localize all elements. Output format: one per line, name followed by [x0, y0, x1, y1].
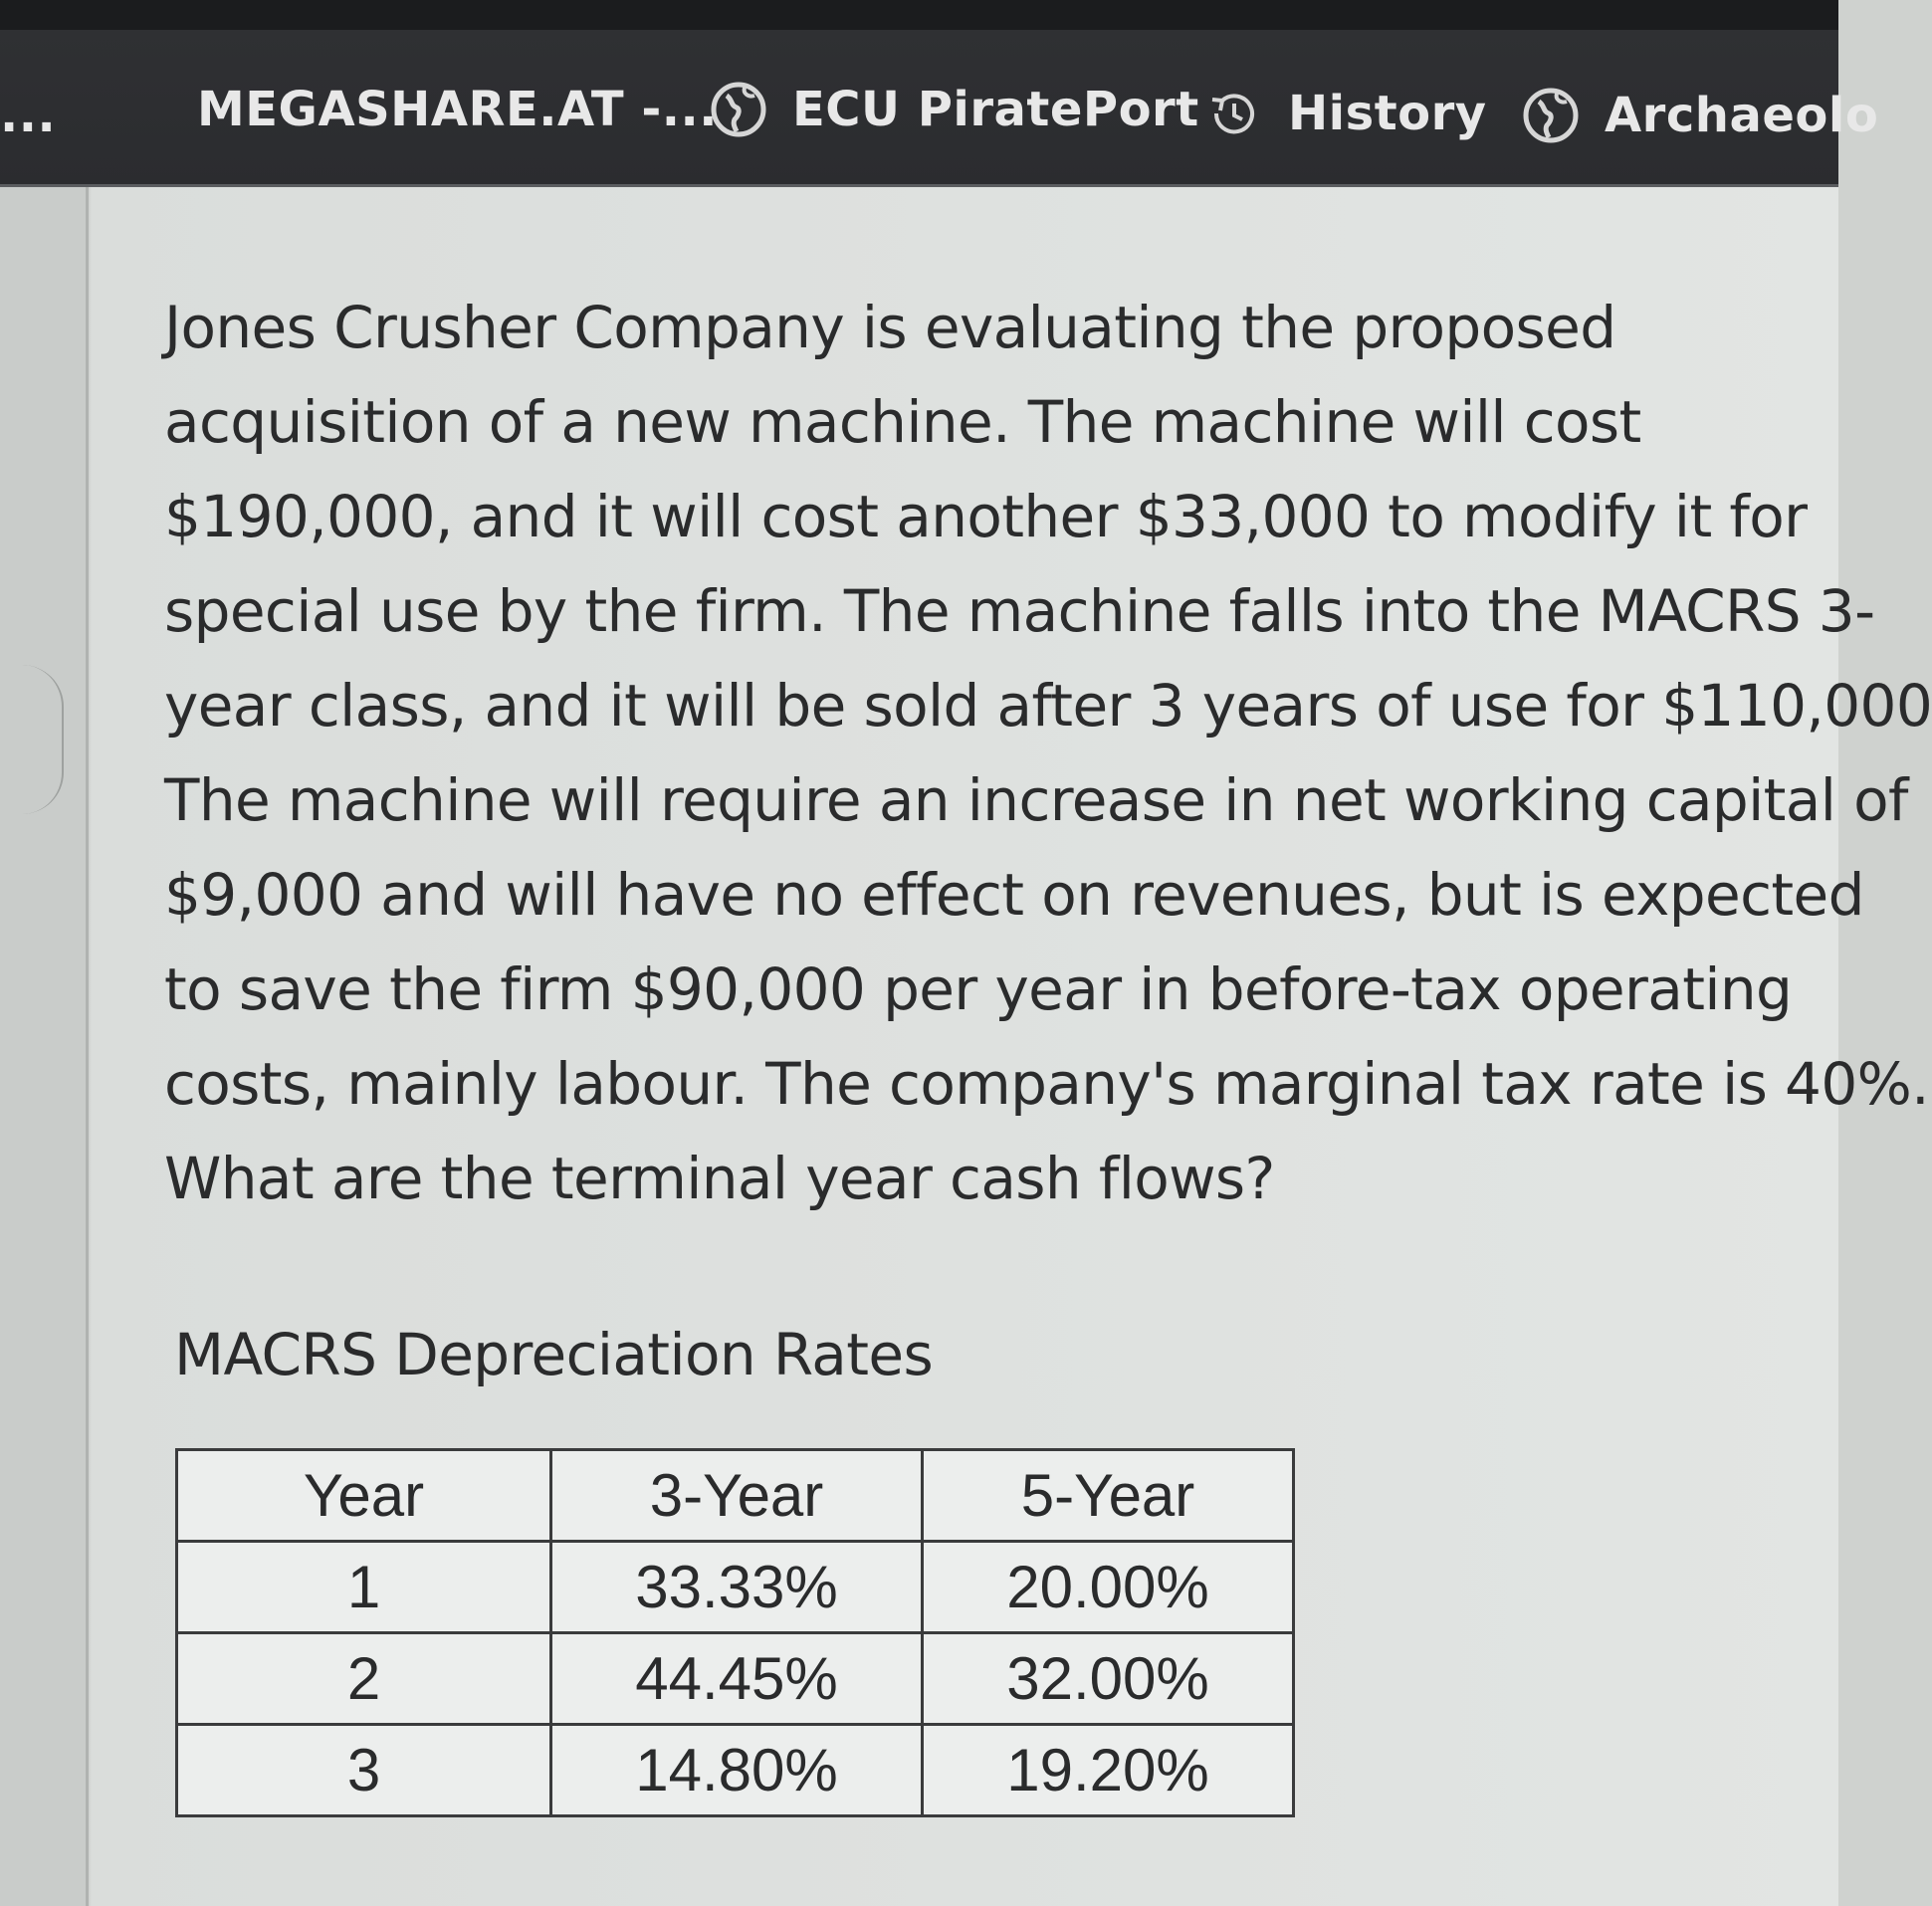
question-text	[164, 281, 1932, 1226]
table-cell-3-year: 44.45%	[551, 1633, 923, 1725]
table-cell-3-year: 14.80%	[551, 1725, 923, 1816]
table-title: MACRS Depreciation Rates	[174, 1321, 934, 1388]
table-cell-3-year: 33.33%	[551, 1542, 923, 1633]
table-row	[177, 1542, 1294, 1633]
bookmark-megashare-label: MEGASHARE.AT -...	[197, 82, 718, 137]
bookmark-history-label: History	[1288, 86, 1487, 141]
column-header-5-year: 5-Year	[923, 1450, 1294, 1542]
table-row	[177, 1725, 1294, 1816]
table-cell-year: 3	[177, 1725, 551, 1816]
table-cell-5-year: 20.00%	[923, 1542, 1294, 1633]
globe-icon	[711, 82, 766, 137]
macrs-depreciation-table	[175, 1448, 1295, 1817]
bookmark-overflow-label: ...	[0, 88, 57, 143]
question-line: costs, mainly labour. The company's marginal tax rate is 40%.	[164, 1050, 1930, 1118]
bookmark-archaeology[interactable]	[1523, 84, 1878, 147]
bookmark-ecu-pirateport[interactable]	[711, 78, 1199, 141]
question-line: $9,000 and will have no effect on revenues, but is expected	[164, 861, 1864, 929]
question-line: What are the terminal year cash flows?	[164, 1145, 1275, 1212]
question-line: Jones Crusher Company is evaluating the proposed	[164, 294, 1616, 361]
question-page	[0, 187, 1932, 1906]
bookmark-history[interactable]	[1206, 82, 1487, 145]
bookmark-overflow[interactable]	[0, 84, 56, 147]
bookmark-megashare[interactable]	[197, 78, 718, 141]
question-line: year class, and it will be sold after 3 years of use for $110,000	[164, 672, 1932, 740]
table-cell-5-year: 32.00%	[923, 1633, 1294, 1725]
page-edge-curve	[22, 665, 64, 814]
bookmarks-bar	[0, 0, 1879, 187]
bookmark-ecu-pirateport-label: ECU PiratePort	[792, 82, 1199, 137]
question-line: $190,000, and it will cost another $33,000 to modify it for	[164, 483, 1808, 550]
question-line: acquisition of a new machine. The machine will cost	[164, 388, 1641, 456]
table-header-row	[177, 1450, 1294, 1542]
table-row	[177, 1633, 1294, 1725]
globe-icon	[1523, 88, 1579, 143]
table-cell-5-year: 19.20%	[923, 1725, 1294, 1816]
table-cell-year: 1	[177, 1542, 551, 1633]
history-clock-icon	[1206, 86, 1262, 141]
bookmark-archaeology-label: Archaeolo	[1605, 88, 1879, 143]
column-header-3-year: 3-Year	[551, 1450, 923, 1542]
column-header-year: Year	[177, 1450, 551, 1542]
question-line: special use by the firm. The machine falls into the MACRS 3-	[164, 577, 1875, 645]
question-line: to save the firm $90,000 per year in before-tax operating	[164, 955, 1793, 1023]
table-cell-year: 2	[177, 1633, 551, 1725]
left-divider	[86, 187, 89, 1906]
question-line: The machine will require an increase in net working capital of	[164, 766, 1908, 834]
